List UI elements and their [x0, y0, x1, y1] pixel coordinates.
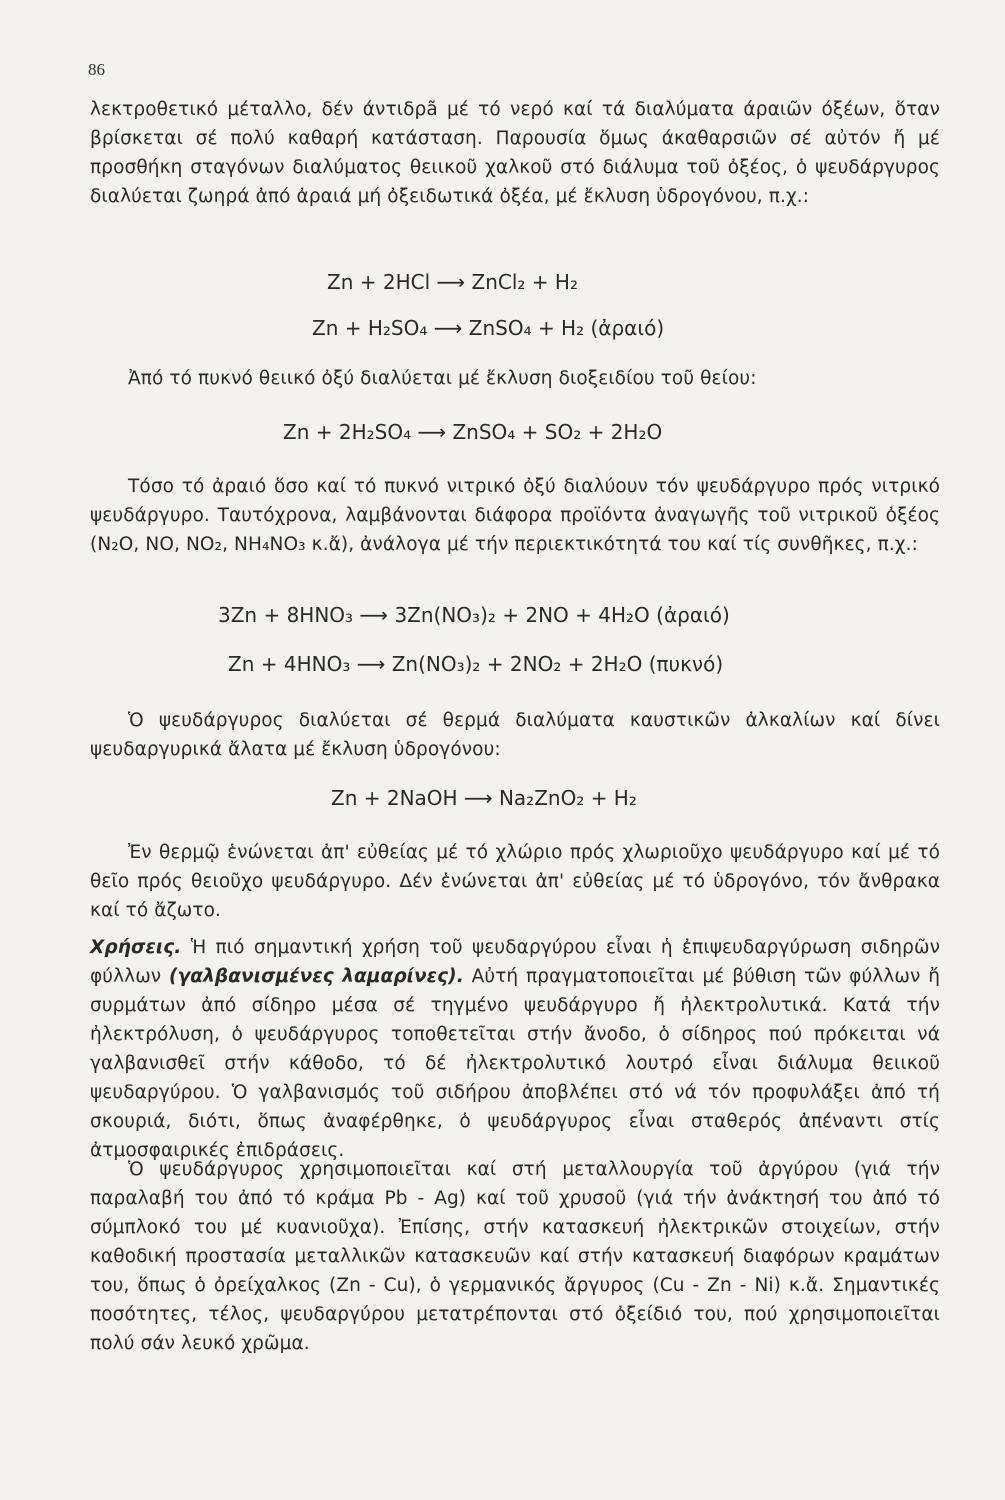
paragraph-uses-text — [90, 933, 940, 1165]
equation-zn-naoh: Zn + 2NaOH ⟶ Na₂ZnO₂ + H₂ — [331, 786, 637, 810]
paragraph-text: Τόσο τό ἀραιό ὅσο καί τό πυκνό νιτρικό ὀξύ διαλύουν τόν ψευδάργυρο πρός νιτρικό ψευδάργυρο. Ταυτόχρονα, λαμβάνονται διάφορα προϊόντα ἀναγωγῆς τοῦ νιτρικοῦ ὀξέος (N₂O, NO, NO₂, NH₄NO₃ κ.ἄ), ἀνάλογα μέ τήν περιεκτικότητά του καί τίς συνθῆκες, π.χ.: — [90, 476, 940, 555]
paragraph-uses — [90, 933, 940, 1165]
emphasized-term: (γαλβανισμένες λαμαρίνες). — [169, 966, 464, 987]
paragraph-text: Ἐν θερμῷ ἑνώνεται ἀπ' εὐθείας μέ τό χλώριο πρός χλωριοῦχο ψευδάργυρο καί μέ τό θεῖο πρός θειοῦχο ψευδάργυρο. Δέν ἑνώνεται ἀπ' εὐθείας μέ τό ὑδρογόνο, τόν ἄνθρακα καί τό ἄζωτο. — [90, 842, 940, 921]
paragraph-concentrated-sulfuric — [90, 364, 940, 393]
paragraph-electropositive — [90, 95, 940, 211]
paragraph-text: Ὁ ψευδάργυρος διαλύεται σέ θερμά διαλύματα καυστικῶν ἀλκαλίων καί δίνει ψευδαργυρικά ἄλατα μέ ἔκλυση ὑδρογόνου: — [90, 710, 940, 760]
equation-zn-h2so4-dilute: Zn + H₂SO₄ ⟶ ZnSO₄ + H₂ (ἀραιό) — [312, 316, 665, 340]
equation-zn-hno3-concentrated: Zn + 4HNO₃ ⟶ Zn(NO₃)₂ + 2NO₂ + 2H₂O (πυκνό) — [228, 652, 724, 676]
paragraph-text: Ἀπό τό πυκνό θειικό ὀξύ διαλύεται μέ ἔκλυση διοξειδίου τοῦ θείου: — [128, 368, 757, 389]
equation-zn-hcl: Zn + 2HCl ⟶ ZnCl₂ + H₂ — [327, 270, 578, 294]
equation-zn-hno3-dilute: 3Zn + 8HNO₃ ⟶ 3Zn(NO₃)₂ + 2NO + 4H₂O (ἀραιό) — [218, 603, 730, 627]
section-heading-uses: Χρήσεις. — [90, 937, 182, 958]
equation-zn-h2so4-concentrated: Zn + 2H₂SO₄ ⟶ ZnSO₄ + SO₂ + 2H₂O — [283, 420, 663, 444]
paragraph-nitric-acid — [90, 472, 940, 559]
paragraph-text: Ἡ πιό σημαντική χρήση τοῦ ψευδαργύρου εἶναι ἡ ἐπιψευδαργύρωση σιδηρῶν φύλλων — [90, 937, 940, 987]
paragraph-text: Αὐτή πραγματοποιεῖται μέ βύθιση τῶν φύλλων ἤ συρμάτων ἀπό σίδηρο μέσα σέ τηγμένο ψευδάργυρο ἤ ἠλεκτρολυτικά. Κατά τήν ἠλεκτρόλυση, ὁ ψευδάργυρος τοποθετεῖται στήν ἄνοδο, ὁ σίδηρος πού πρόκειται νά γαλβανισθεῖ στήν κάθοδο, τό δέ ἠλεκτρολυτικό λουτρό εἶναι διάλυμα θειικοῦ ψευδαργύρου. Ὁ γαλβανισμός τοῦ σιδήρου ἀποβλέπει στό νά τόν προφυλάξει ἀπό τή σκουριά, διότι, ὅπως ἀναφέρθηκε, ὁ ψευδάργυρος εἶναι σταθερός ἀπέναντι στίς ἀτμοσφαιρικές ἐπιδράσεις. — [90, 966, 941, 1161]
paragraph-text: λεκτροθετικό μέταλλο, δέν άντιδρã μέ τό νερό καί τά διαλύματα άραιῶν όξέων, ὅταν βρίσκεται σέ πολύ καθαρή κατάσταση. Παρουσία ὅμως άκαθαρσιῶν σέ αὐτόν ἤ μέ προσθήκη σταγόνων διαλύματος θειικοῦ χαλκοῦ στό διάλυμα τοῦ ὀξέος, ὁ ψευδάργυρος διαλύεται ζωηρά ἀπό ἀραιά μή ὀξειδωτικά ὀξέα, μέ ἔκλυση ὑδρογόνου, π.χ.: — [90, 99, 940, 207]
paragraph-caustic-alkali — [90, 706, 940, 764]
paragraph-text: Ὁ ψευδάργυρος χρησιμοποιεῖται καί στή μεταλλουργία τοῦ ἀργύρου (γιά τήν παραλαβή του ἀπό τό κράμα Pb - Ag) καί τοῦ χρυσοῦ (γιά τήν ἀνάκτησή του ἀπό τό σύμπλοκό του μέ κυανιοῦχα). Ἐπίσης, στήν κατασκευή ἠλεκτρικῶν στοιχείων, στήν καθοδική προστασία μεταλλικῶν κατασκευῶν καί στήν κατασκευή διαφόρων κραμάτων του, ὅπως ὁ ὀρείχαλκος (Zn - Cu), ὁ γερμανικός ἄργυρος (Cu - Zn - Ni) κ.ἄ. Σημαντικές ποσότητες, τέλος, ψευδαργύρου μετατρέπονται στό ὀξείδιό του, πού χρησιμοποιεῖται πολύ σάν λευκό χρῶμα. — [90, 1159, 940, 1354]
paragraph-metallurgy — [90, 1155, 940, 1358]
page-number: 86 — [88, 60, 105, 79]
paragraph-chlorine-sulfur — [90, 838, 940, 925]
